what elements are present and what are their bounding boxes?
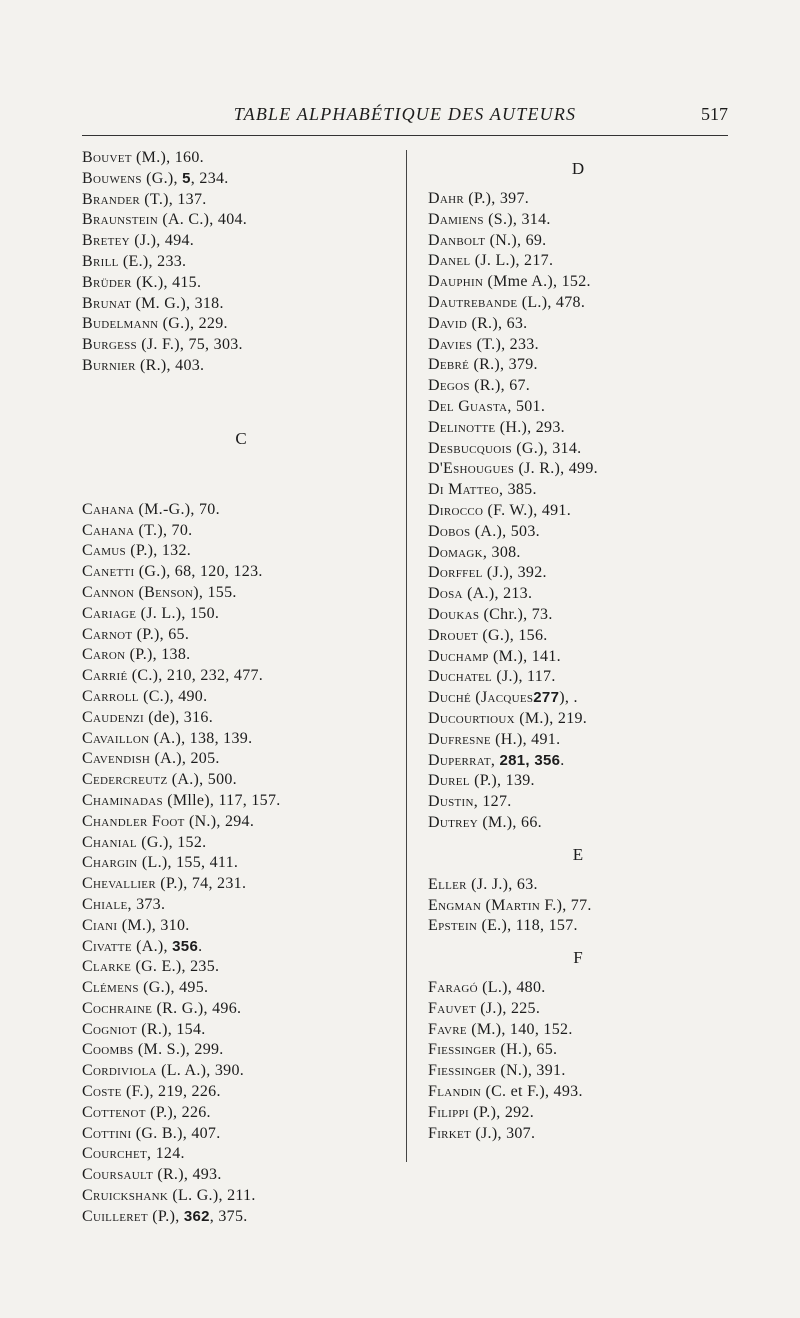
index-entry <box>82 1207 400 1228</box>
entry-refs: (A.), <box>131 937 173 955</box>
entry-refs: , 124. <box>147 1145 185 1163</box>
index-entry <box>82 708 400 729</box>
entry-refs: (F. W.), 491. <box>483 501 572 519</box>
index-entry <box>428 543 728 564</box>
entry-refs: (T.), 137. <box>140 190 207 208</box>
index-entry <box>82 1186 400 1207</box>
author-name: Di Matteo <box>428 481 499 499</box>
entry-refs: (de), 316. <box>143 708 214 726</box>
author-name: Fiessinger <box>428 1062 497 1080</box>
entry-refs: (C.), 210, 232, 477. <box>127 667 264 685</box>
entries-group-c <box>82 500 400 1228</box>
author-name: D'Eshougues <box>428 460 515 478</box>
entry-refs: (M.), 219. <box>514 709 588 727</box>
index-entry <box>82 169 400 190</box>
author-name: Carnot <box>82 625 133 643</box>
author-name: Drouet <box>428 626 479 644</box>
index-entry <box>82 356 400 377</box>
author-name: Doukas <box>428 605 480 623</box>
index-entry <box>428 231 728 252</box>
index-entry <box>428 439 728 460</box>
author-name: Dustin <box>428 793 474 811</box>
index-entry <box>82 541 400 562</box>
index-entry <box>428 626 728 647</box>
entry-refs: , 127. <box>473 793 512 811</box>
entry-refs: (R.), 403. <box>135 356 205 374</box>
section-letter-f: F <box>573 948 583 968</box>
entry-refs: (R. G.), 496. <box>152 999 242 1017</box>
index-entry <box>428 397 728 418</box>
entry-refs: (M.), 310. <box>117 916 190 934</box>
index-entry <box>82 729 400 750</box>
author-name: Duché <box>428 689 471 707</box>
index-entry <box>428 1020 728 1041</box>
right-column <box>428 148 728 1144</box>
entry-refs: (P.), 397. <box>463 190 530 207</box>
entry-refs: (J.), 392. <box>482 564 547 582</box>
entries-group-e <box>428 875 728 937</box>
index-entry <box>428 709 728 730</box>
bold-page-ref: 356 <box>172 937 199 955</box>
author-name: Desbucquois <box>428 439 512 457</box>
index-entry <box>82 645 400 666</box>
author-name: Coombs <box>82 1041 134 1059</box>
author-name: Dutrey <box>428 813 479 831</box>
index-entry <box>428 1061 728 1082</box>
author-name-part: Martin <box>491 896 541 914</box>
author-name: Cuilleret <box>82 1207 148 1225</box>
entry-refs: (A. C.), 404. <box>158 211 248 229</box>
index-entry <box>428 688 728 709</box>
author-name: Caron <box>82 646 126 664</box>
section-gap <box>82 459 400 500</box>
author-name: Cahana <box>82 521 135 539</box>
author-name: Chiale <box>82 895 128 913</box>
bold-page-ref: 362 <box>183 1207 210 1225</box>
author-name: Firket <box>428 1124 472 1142</box>
entry-refs: (G.), <box>141 169 183 187</box>
entry-refs: (G.), 229. <box>158 315 228 333</box>
entry-refs: (M. S.), 299. <box>133 1041 224 1059</box>
index-entry <box>82 210 400 231</box>
index-entry <box>82 749 400 770</box>
author-name: Chargin <box>82 854 138 872</box>
entry-refs: ( <box>471 689 481 707</box>
index-entry <box>82 770 400 791</box>
author-name: Fiessinger <box>428 1041 497 1059</box>
entry-refs: (T.), 70. <box>134 521 193 539</box>
author-name: Clémens <box>82 979 139 997</box>
index-entry <box>82 853 400 874</box>
author-name: Cottini <box>82 1124 132 1142</box>
index-entry <box>82 937 400 958</box>
entry-refs-tail: . <box>198 937 203 955</box>
author-name: Duchatel <box>428 668 493 686</box>
index-entry <box>428 667 728 688</box>
author-name: Cogniot <box>82 1020 137 1038</box>
author-name: Faragó <box>428 979 478 997</box>
entries-group-b <box>82 148 400 377</box>
index-entry <box>428 314 728 335</box>
index-entry <box>82 604 400 625</box>
entry-refs: (P.), 139. <box>469 772 535 790</box>
author-name: Danbolt <box>428 231 486 249</box>
entry-refs: (P.), 226. <box>145 1103 211 1121</box>
author-name: Cedercreutz <box>82 771 168 789</box>
index-entry <box>82 1103 400 1124</box>
index-entry <box>82 521 400 542</box>
entry-refs-tail: ), <box>559 689 574 707</box>
index-entry <box>428 418 728 439</box>
entry-refs: (P.), 74, 231. <box>155 875 247 893</box>
author-name: Dobos <box>428 522 471 540</box>
author-name: David <box>428 314 468 332</box>
entry-refs: (G.), 314. <box>511 439 582 457</box>
entry-refs: (J.), 225. <box>475 999 541 1017</box>
index-entry <box>428 647 728 668</box>
author-name: Brill <box>82 252 119 270</box>
author-name: Bouwens <box>82 169 142 187</box>
author-name: Dirocco <box>428 501 484 519</box>
entry-refs: (G.), 68, 120, 123. <box>134 563 263 581</box>
index-entry <box>82 957 400 978</box>
index-entry <box>82 252 400 273</box>
author-name: Budelmann <box>82 315 159 333</box>
author-name: Cottenot <box>82 1103 146 1121</box>
author-name: Chanial <box>82 833 137 851</box>
index-entry <box>82 1165 400 1186</box>
entry-refs: (P.), 65. <box>132 625 190 643</box>
entry-refs: (J. F.), 75, 303. <box>136 336 243 354</box>
entry-refs: (M. G.), 318. <box>131 294 224 312</box>
index-entry <box>428 563 728 584</box>
section-letter-c: C <box>235 428 247 448</box>
bold-page-ref: 5 <box>182 169 191 187</box>
entry-refs: (G. B.), 407. <box>131 1124 221 1142</box>
author-name: Epstein <box>428 917 478 935</box>
bold-page-ref: 277 <box>533 689 560 707</box>
index-entry <box>82 1040 400 1061</box>
author-name: Del Guasta <box>428 397 508 415</box>
page-number: 517 <box>701 104 728 124</box>
author-name: Dufresne <box>428 730 491 748</box>
author-name: Brunat <box>82 294 132 312</box>
entry-refs: (C.), 490. <box>138 687 208 705</box>
index-entry <box>82 273 400 294</box>
author-name: Dahr <box>428 190 464 207</box>
index-entry <box>428 1124 728 1145</box>
section-letter-d: D <box>571 159 585 178</box>
entry-refs: (Mme A.), 152. <box>483 273 591 291</box>
entry-refs: (J. L.), 150. <box>136 604 220 622</box>
entry-refs-tail: F.), 77. <box>540 896 592 914</box>
index-entry <box>428 730 728 751</box>
index-entry <box>82 895 400 916</box>
entry-refs: (A.), 138, 139. <box>149 729 253 747</box>
index-entry <box>82 314 400 335</box>
author-name: Davies <box>428 335 473 353</box>
author-name: Domagk <box>428 543 483 561</box>
index-entry <box>428 459 728 480</box>
index-entry <box>428 751 728 772</box>
index-entry <box>82 500 400 521</box>
entry-refs: (J.), 494. <box>129 232 195 250</box>
entry-refs: (M.), 141. <box>488 647 561 665</box>
entry-refs: (M.), 160. <box>131 149 204 166</box>
entry-refs: (N.), 391. <box>496 1062 566 1080</box>
entry-refs-tail: , 375. <box>209 1207 248 1225</box>
entry-refs: (P.), <box>147 1207 184 1225</box>
author-name: Damiens <box>428 210 484 228</box>
index-entry <box>82 1124 400 1145</box>
index-entry <box>82 625 400 646</box>
author-name: Clarke <box>82 958 132 976</box>
author-name: Bretey <box>82 232 130 250</box>
left-column <box>82 148 400 1228</box>
index-entry <box>428 355 728 376</box>
author-name: Chevallier <box>82 875 156 893</box>
index-entry <box>428 1103 728 1124</box>
entry-refs: (A.), 503. <box>470 522 540 540</box>
entry-refs: (M.), 66. <box>478 813 542 831</box>
entry-refs: , 308. <box>482 543 521 561</box>
index-entry <box>428 272 728 293</box>
author-name: Brüder <box>82 273 132 291</box>
entry-refs: (P.), 138. <box>125 646 191 664</box>
index-entry <box>428 605 728 626</box>
index-entry <box>82 294 400 315</box>
entry-refs: , 373. <box>127 895 166 913</box>
author-name: Cannon <box>82 583 135 601</box>
author-name: Delinotte <box>428 418 496 436</box>
index-entry <box>428 480 728 501</box>
entry-refs: ( <box>481 896 492 914</box>
index-entry <box>82 231 400 252</box>
index-entry <box>428 293 728 314</box>
index-entry <box>428 501 728 522</box>
entry-refs: (M.), 140, 152. <box>466 1020 573 1038</box>
index-entry <box>82 1061 400 1082</box>
entry-refs: (L. G.), 211. <box>168 1187 256 1205</box>
author-name: Duperrat <box>428 751 491 769</box>
author-name: Civatte <box>82 937 132 955</box>
author-name: Dosa <box>428 585 463 603</box>
entry-refs: (R.), 493. <box>153 1166 222 1184</box>
author-name: Burgess <box>82 336 137 354</box>
running-title: TABLE ALPHABÉTIQUE DES AUTEURS <box>233 104 577 124</box>
index-entry <box>428 896 728 917</box>
entry-refs: (G. E.), 235. <box>131 958 220 976</box>
entry-refs: (A.), 205. <box>150 750 220 768</box>
entry-refs: (H.), 65. <box>496 1041 558 1059</box>
entry-refs-tail: , 234. <box>190 169 229 187</box>
author-name: Camus <box>82 542 126 560</box>
author-name: Debré <box>428 356 470 374</box>
index-entry <box>428 792 728 813</box>
index-entry <box>82 190 400 211</box>
entry-refs-tail: ), 155. <box>193 583 237 601</box>
index-entry <box>82 916 400 937</box>
author-name: Caudenzi <box>82 708 144 726</box>
author-name: Burnier <box>82 356 136 374</box>
entry-refs: , 385. <box>498 481 537 499</box>
author-name: Filippi <box>428 1103 469 1121</box>
entry-refs-tail: . <box>573 689 578 707</box>
index-entry <box>82 874 400 895</box>
author-name: Coursault <box>82 1166 154 1184</box>
section-letter-e: E <box>572 844 584 864</box>
author-name: Ciani <box>82 916 118 934</box>
index-entry <box>82 1144 400 1165</box>
author-name: Dauphin <box>428 273 484 291</box>
author-name: Danel <box>428 252 471 270</box>
entry-refs: (A.), 500. <box>167 771 237 789</box>
author-name: Cahana <box>82 500 135 518</box>
index-entry <box>428 522 728 543</box>
entry-refs: (L. A.), 390. <box>156 1062 245 1080</box>
entry-refs: (J.), 307. <box>471 1124 536 1142</box>
entry-refs: (G.), 152. <box>136 833 207 851</box>
author-name: Dorffel <box>428 564 483 582</box>
entry-refs: (C. et F.), 493. <box>481 1083 583 1101</box>
entry-refs: (E.), 233. <box>118 252 187 270</box>
entry-refs: (M.-G.), 70. <box>134 500 220 518</box>
entry-refs: (K.), 415. <box>131 273 202 291</box>
entry-refs: (S.), 314. <box>483 210 551 228</box>
entry-refs: (R.), 67. <box>469 377 531 395</box>
entry-refs: ( <box>134 583 145 601</box>
index-entry <box>82 148 400 169</box>
entry-refs: (G.), 156. <box>478 626 548 644</box>
author-name: Ducourtioux <box>428 709 515 727</box>
author-name: Carrié <box>82 667 128 685</box>
header-rule <box>82 135 728 136</box>
entry-refs: (R.), 379. <box>469 356 538 374</box>
index-entry <box>82 1082 400 1103</box>
entry-refs: (R.), 154. <box>136 1020 206 1038</box>
author-name: Canetti <box>82 563 135 581</box>
entry-refs: (L.), 155, 411. <box>137 854 239 872</box>
author-name: Cavendish <box>82 750 151 768</box>
index-entry <box>82 978 400 999</box>
author-name: Braunstein <box>82 211 159 229</box>
entry-refs: (E.), 118, 157. <box>477 917 578 935</box>
running-head <box>82 100 728 130</box>
entry-refs: (Mlle), 117, 157. <box>162 791 281 809</box>
index-entry <box>82 583 400 604</box>
author-name: Duchamp <box>428 647 489 665</box>
author-name: Chandler Foot <box>82 812 185 830</box>
entry-refs: (F.), 219, 226. <box>121 1083 221 1101</box>
index-entry <box>82 791 400 812</box>
author-name: Durel <box>428 772 470 790</box>
entry-refs: (J. R.), 499. <box>514 460 598 478</box>
author-name: Bouvet <box>82 149 132 166</box>
entry-refs: (P.), 132. <box>125 542 192 560</box>
author-name: Degos <box>428 377 470 395</box>
index-entry <box>82 562 400 583</box>
author-name-part: Jacques <box>480 689 534 707</box>
author-name: Cariage <box>82 604 137 622</box>
entries-group-f <box>428 978 728 1144</box>
entry-refs: , 501. <box>507 397 546 415</box>
column-divider <box>406 150 407 1162</box>
index-entry <box>82 999 400 1020</box>
index-entry <box>82 666 400 687</box>
author-name: Fauvet <box>428 999 476 1017</box>
author-name: Favre <box>428 1020 467 1038</box>
author-name: Carroll <box>82 687 139 705</box>
entry-refs: (H.), 491. <box>490 730 561 748</box>
entry-refs: (L.), 478. <box>517 293 586 311</box>
author-name: Flandin <box>428 1083 482 1101</box>
bold-page-ref: 281, 356 <box>499 751 561 769</box>
entry-refs: (N.), 69. <box>485 231 547 249</box>
entry-refs: (J.), 117. <box>492 668 556 686</box>
index-entry <box>428 584 728 605</box>
entry-refs: (G.), 495. <box>138 979 209 997</box>
index-entry <box>428 335 728 356</box>
entry-refs: (H.), 293. <box>495 418 565 436</box>
section-gap <box>82 377 400 418</box>
author-name: Cordiviola <box>82 1062 157 1080</box>
entry-refs: (T.), 233. <box>472 335 539 353</box>
author-name: Chaminadas <box>82 791 163 809</box>
index-entry <box>428 251 728 272</box>
index-entry <box>428 978 728 999</box>
index-entry <box>428 813 728 834</box>
author-name: Courchet <box>82 1145 148 1163</box>
index-entry <box>428 1082 728 1103</box>
index-entry <box>428 376 728 397</box>
entry-refs: (L.), 480. <box>477 979 546 997</box>
index-entry <box>428 916 728 937</box>
author-name: Engman <box>428 896 482 914</box>
index-entry <box>82 833 400 854</box>
index-entry <box>82 687 400 708</box>
index-entry <box>82 1020 400 1041</box>
entry-refs: , <box>490 751 500 769</box>
author-name: Cavaillon <box>82 729 150 747</box>
index-entry <box>428 771 728 792</box>
entry-refs-tail: . <box>560 751 565 769</box>
author-name: Eller <box>428 875 467 893</box>
index-entry <box>428 1040 728 1061</box>
index-entry <box>428 875 728 896</box>
entry-refs: (P.), 292. <box>468 1103 535 1121</box>
entry-refs: (N.), 294. <box>184 812 255 830</box>
author-name-part: Benson <box>144 583 194 601</box>
index-entry <box>82 812 400 833</box>
author-name: Cochraine <box>82 999 153 1017</box>
entry-refs: (R.), 63. <box>467 314 528 332</box>
entry-refs: (J. L.), 217. <box>470 252 554 270</box>
index-entry <box>428 210 728 231</box>
entry-refs: (A.), 213. <box>462 585 533 603</box>
entry-refs: (Chr.), 73. <box>479 605 553 623</box>
index-entry <box>428 999 728 1020</box>
author-name: Cruickshank <box>82 1187 169 1205</box>
author-name: Dautrebande <box>428 293 518 311</box>
author-name: Brander <box>82 190 140 208</box>
entries-group-d <box>428 189 728 834</box>
index-entry <box>428 189 728 210</box>
entry-refs: (J. J.), 63. <box>466 875 538 893</box>
author-name: Coste <box>82 1083 122 1101</box>
index-entry <box>82 335 400 356</box>
